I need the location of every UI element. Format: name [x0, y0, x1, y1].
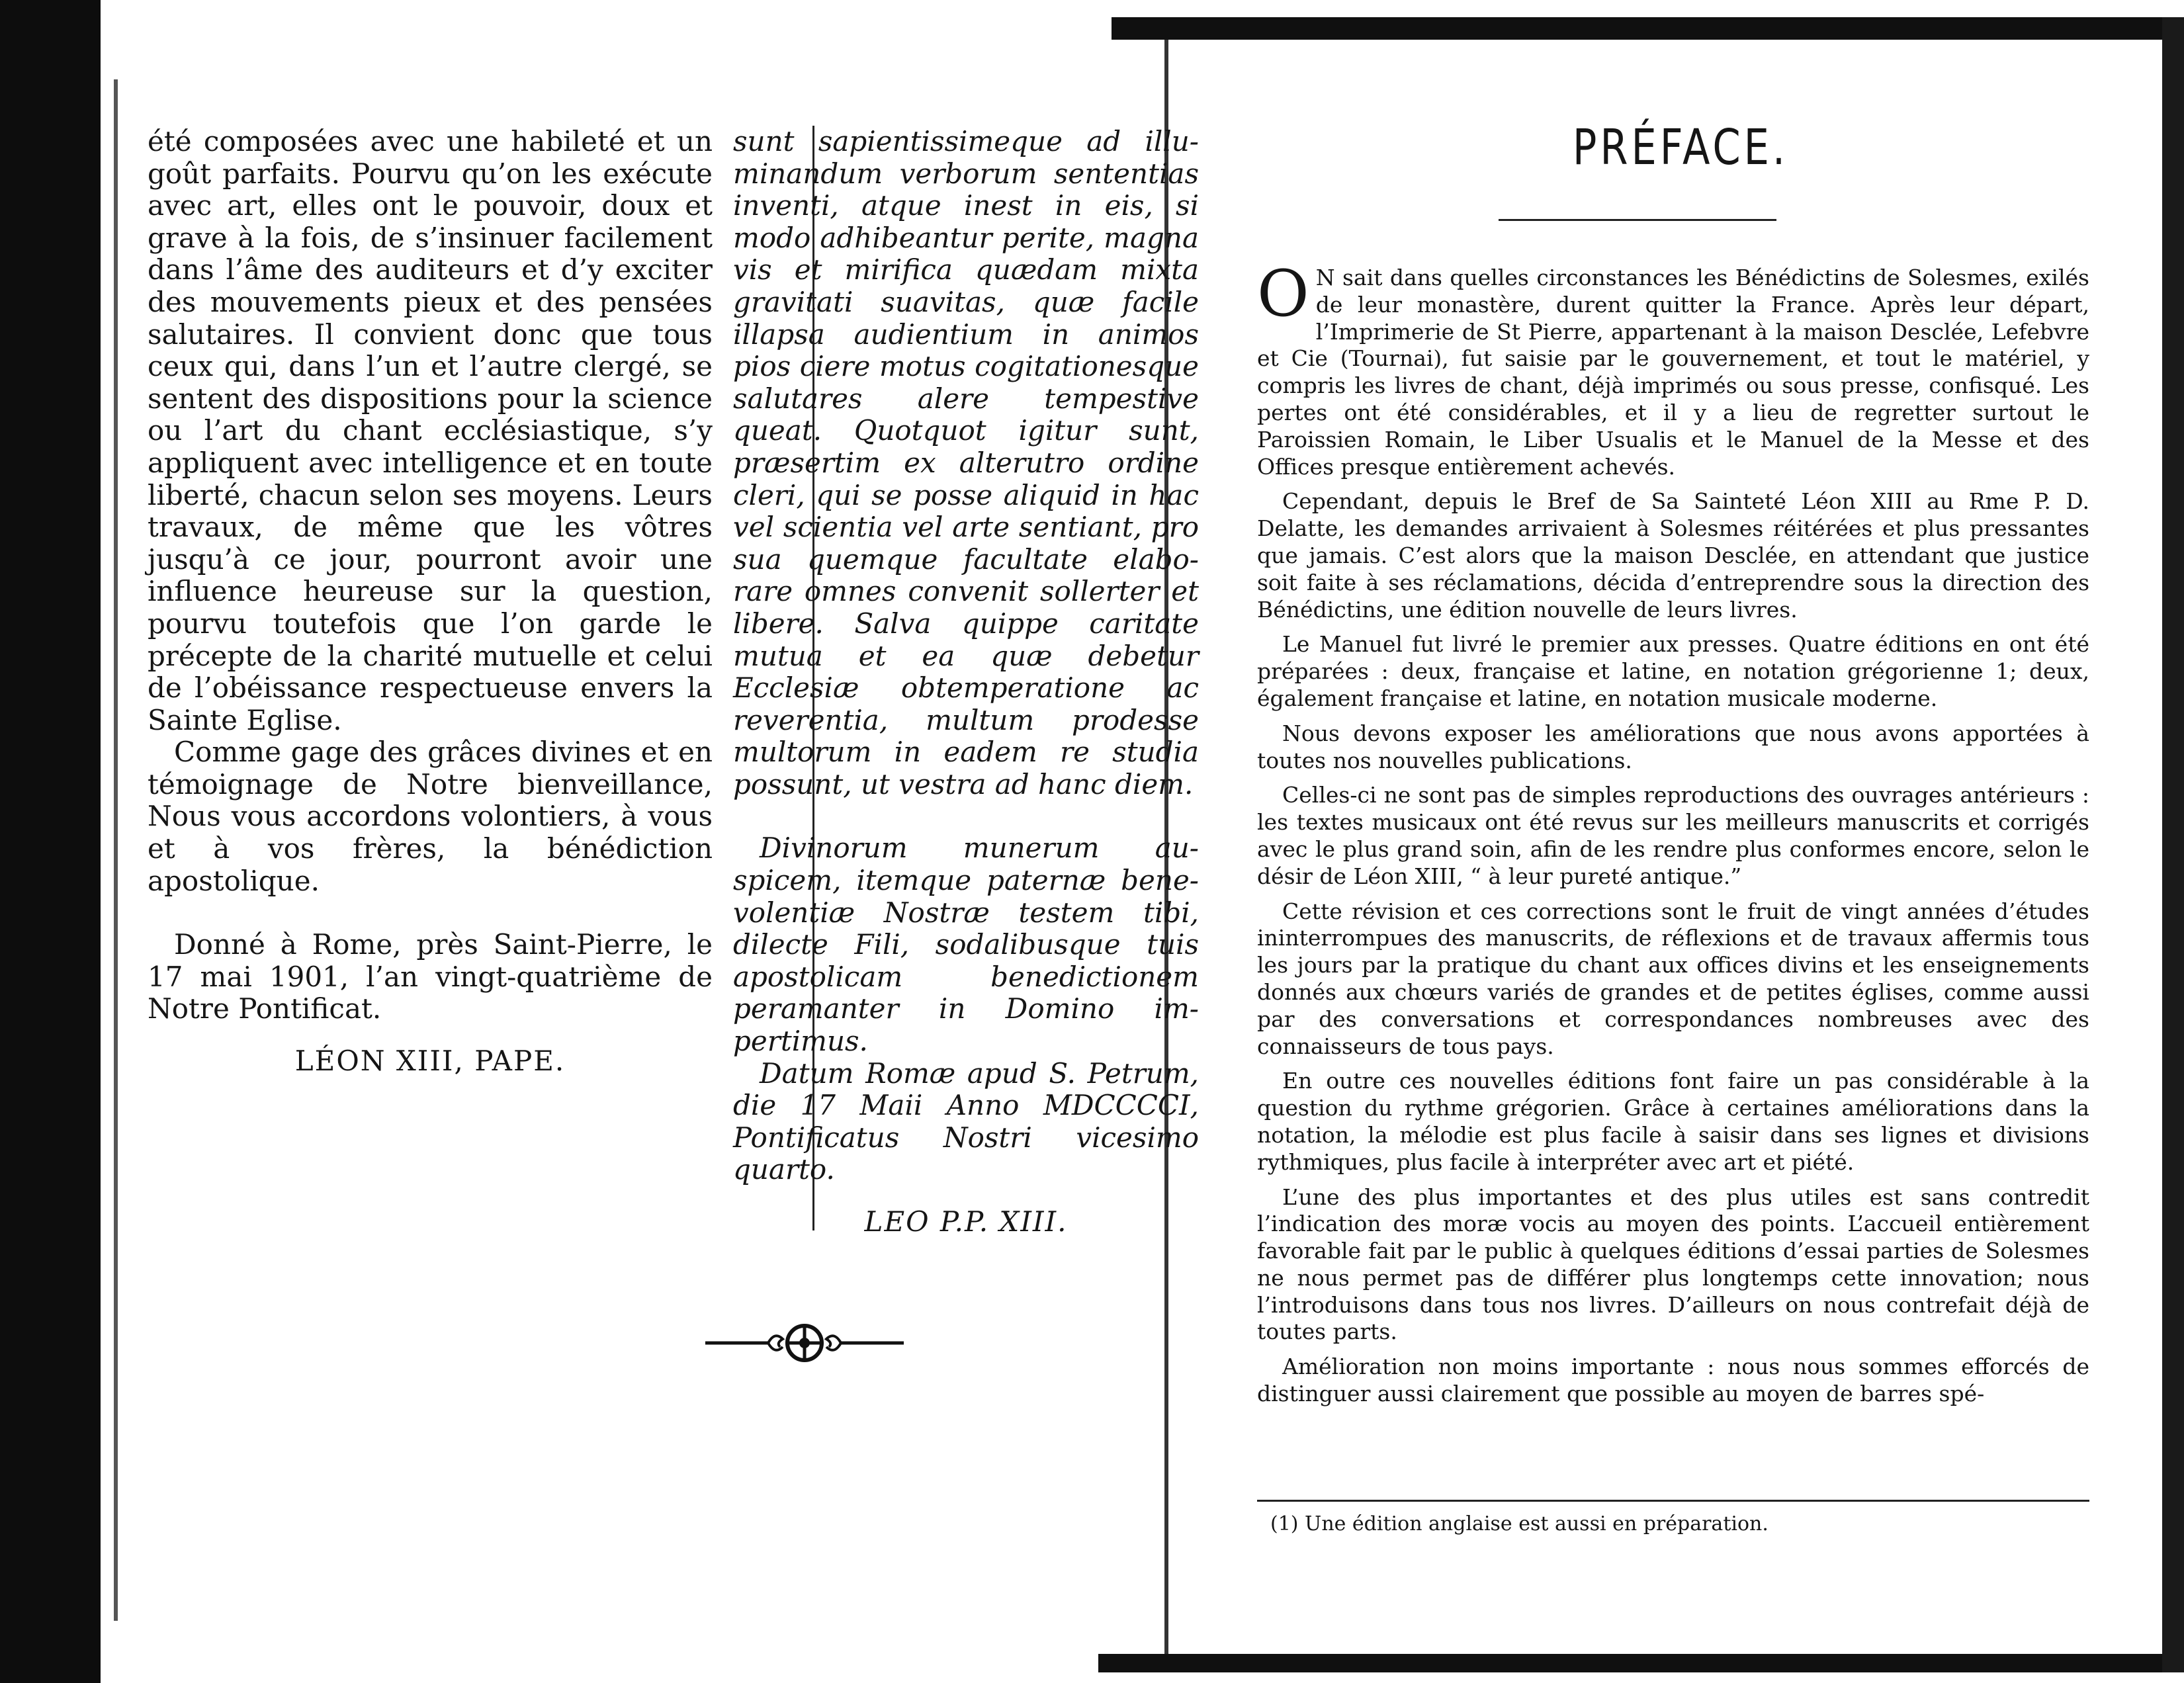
right-page	[1231, 0, 2130, 1683]
french-paragraph: été composées avec une habileté et un goût parfaits. Pourvu qu’on les exécute avec art, elles ont le pouvoir, doux et grave à la fois, de s’insinuer facilement dans l’âme des auditeurs et d’y exciter des mouvements pieux et des pensées salutaires. Il convient donc que tous ceux qui, dans l’un et l’autre clergé, se sentent des dispositions pour la science ou l’art du chant ecclésiastique, s’y appliquent avec intelligence et en toute liberté, chacun selon ses moyens. Leurs travaux, de même que les vôtres jusqu’à ce jour, pourront avoir une influence heureuse sur la question, pourvu toutefois que l’on garde le précepte de la charité mutuelle et celui de l’obéissance respectueuse envers la Sainte Eglise.	[148, 125, 713, 736]
first-paragraph-text: N sait dans quelles circonstances les Bénédictins de Solesmes, exilés de leur monastère, durent quitter la France. Après leur départ, l’Imprimerie de St Pierre, appartenant à la maison Desclée, Lefebvre et Cie (Tournai), fut saisie par le gouvernement, et tout le matériel, y compris les livres de chant, déjà imprimés ou sous presse, confisqué. Les pertes ont été considérables, et il y a lieu de regretter surtout le Paroissien Romain, le Liber Usualis et le Manuel de la Messe et des Offices presque entièrement achevés.	[1257, 265, 2089, 480]
latin-paragraph: sunt sapientissimeque ad illuminandum verborum sententias inventi, atque inest in eis, si modo adhibeantur perite, magna vis et mirifica quædam mixta gravitati suavitas, quæ facile illapsa audientium in animos pios ciere motus cogitationesque salutares alere tempestive queat. Quotquot igitur sunt, præsertim ex alterutro ordine cleri, qui se posse aliquid in hac vel scientia vel arte sentiant, pro sua quemque facultate elaborare omnes convenit sollerter et libere. Salva quippe caritate mutua et ea quæ debetur Ecclesiæ obtemperatione ac reverentia, multum prodesse multorum in eadem re studia possunt, ut vestra ad hanc diem.	[733, 125, 1199, 800]
preface-paragraph: L’une des plus importantes et des plus utiles est sans contredit l’indication des moræ vocis au moyen des points. L’accueil entièrement favorable fait par le public à quelques éditions d’essai parties de Solesmes ne nous permet pas de différer plus longtemps cette innovation; nous l’introduisons dans tous nos livres. D’ailleurs on nous contrefait déjà de toutes parts.	[1257, 1184, 2089, 1345]
preface-paragraph: Le Manuel fut livré le premier aux presses. Quatre éditions en ont été préparées : deux, française et latine, en notation grégorienne 1; deux, également française et latine, en notation musicale moderne.	[1257, 631, 2089, 711]
preface-paragraph: Amélioration non moins importante : nous nous sommes efforcés de distinguer aussi clairement que possible au moyen de barres spé-	[1257, 1354, 2089, 1407]
preface-paragraph: Cette révision et ces corrections sont le fruit de vingt années d’études ininterrompues des manuscrits, de réflexions et de travaux affermis tous les jours par la pratique du chant aux offices divins et les enseignements donnés aux chœurs variés de grandes et de petites églises, comme aussi par des conversations et correspondances nombreuses avec des connaisseurs de tous pays.	[1257, 898, 2089, 1059]
french-paragraph: Comme gage des grâces divines et en témoignage de Notre bienveillance, Nous vous accordons volontiers, à vous et à vos frères, la bénédiction apostolique.	[148, 736, 713, 897]
latin-signature: LEO P.P. XIII.	[864, 1205, 1068, 1238]
left-page	[116, 0, 1199, 1683]
footnote: (1) Une édition anglaise est aussi en préparation.	[1270, 1512, 1769, 1535]
footnote-rule	[1257, 1500, 2089, 1502]
preface-paragraph: En outre ces nouvelles éditions font faire un pas considérable à la question du rythme grégorien. Grâce à certaines améliorations dans la notation, la mélodie est plus facile à saisir dans ses lignes et divisions rythmiques, plus facile à interpréter avec art et piété.	[1257, 1068, 2089, 1175]
scan-edge-left	[0, 0, 101, 1683]
latin-dating: Datum Romæ apud S. Petrum, die 17 Maii Anno MDCCCCI, Pontificatus Nostri vicesimo quarto.	[733, 1057, 1199, 1186]
title-rule	[1499, 219, 1776, 221]
preface-title: PRÉFACE.	[1572, 119, 1789, 176]
latin-paragraph: Divinorum munerum auspicem, itemque paternæ benevolentiæ Nostræ testem tibi, dilecte Fili, sodalibusque tuis apostolicam benedictionem peramanter in Domino impertimus.	[733, 832, 1199, 1058]
drop-cap: O	[1257, 257, 1309, 331]
fleuron-ornament-icon	[705, 1320, 904, 1366]
scan-edge-right	[2162, 17, 2184, 1672]
preface-paragraph: Celles-ci ne sont pas de simples reproductions des ouvrages antérieurs : les textes musicaux ont été revus sur les meilleurs manuscrits et corrigés avec le plus grand soin, afin de les rendre plus conformes encore, selon le désir de Léon XIII, “ à leur pureté antique.”	[1257, 782, 2089, 889]
french-column	[148, 126, 713, 1078]
french-signature: LÉON XIII, PAPE.	[294, 1045, 566, 1078]
preface-first-paragraph	[1257, 257, 2089, 480]
preface-paragraph: Nous devons exposer les améliorations que nous avons apportées à toutes nos nouvelles publications.	[1257, 720, 2089, 773]
preface-paragraph: Cependant, depuis le Bref de Sa Sainteté Léon XIII au Rme P. D. Delatte, les demandes arrivaient à Solesmes réitérées et plus pressantes que jamais. C’est alors que la maison Desclée, en attendant que justice soit faite à ses réclamations, décida d’entreprendre sous la direction des Bénédictins, une édition nouvelle de leurs livres.	[1257, 488, 2089, 623]
latin-column	[733, 126, 1199, 1238]
preface-body	[1257, 257, 2089, 1408]
french-dating: Donné à Rome, près Saint-Pierre, le 17 mai 1901, l’an vingt-quatrième de Notre Pontificat.	[148, 928, 713, 1025]
